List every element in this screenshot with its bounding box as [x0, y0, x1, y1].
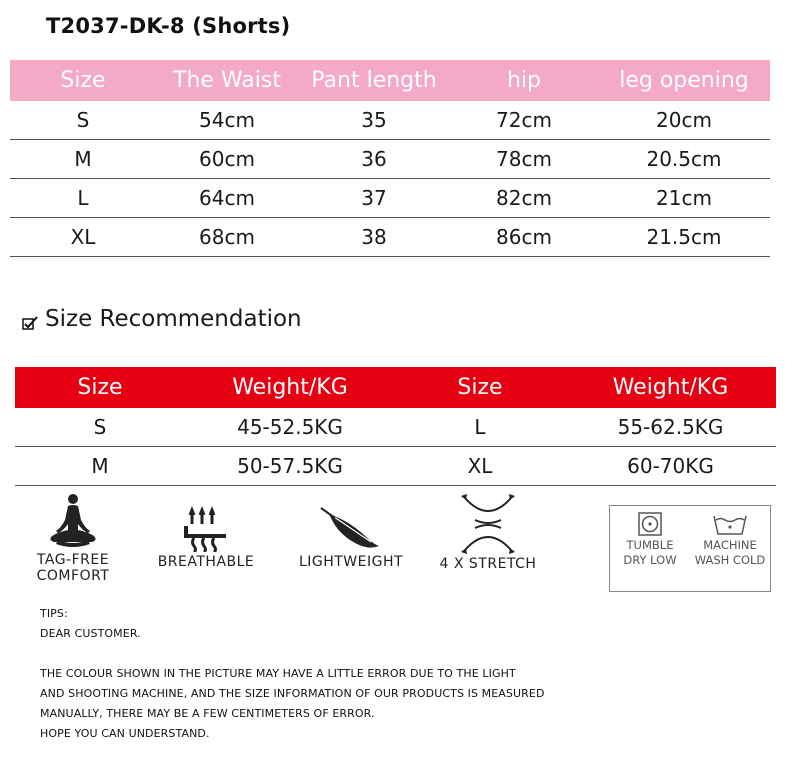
size-recommendation-heading: [22, 306, 302, 332]
care-wash-line2: WASH COLD: [694, 553, 766, 567]
care-machine-wash: [690, 506, 770, 591]
table-row: [10, 101, 770, 140]
table-row: [10, 218, 770, 257]
cell-hip: 82cm: [450, 179, 598, 218]
care-wash-line1: MACHINE: [703, 538, 757, 552]
feature-breathable: [152, 490, 260, 570]
cell-pant-length: 37: [298, 179, 450, 218]
feather-icon: [311, 490, 391, 552]
tips-section: [40, 604, 545, 744]
table-row: [10, 179, 770, 218]
size-recommendation-table: [15, 367, 776, 486]
feature-tag-free-line1: TAG-FREE: [36, 552, 110, 568]
header-weight: Weight/KG: [565, 367, 776, 408]
tips-line: AND SHOOTING MACHINE, AND THE SIZE INFORMATION OF OUR PRODUCTS IS MEASURED: [40, 687, 545, 700]
header-leg-opening: leg opening: [598, 60, 770, 101]
tips-label: TIPS:: [40, 607, 68, 620]
meditation-icon: [38, 490, 108, 552]
care-instructions-box: [609, 505, 771, 592]
checkbox-checked-icon: [22, 316, 38, 330]
header-pant-length: Pant length: [298, 60, 450, 101]
cell-leg-opening: 21cm: [598, 179, 770, 218]
recommendation-header: [15, 367, 776, 408]
tips-line: MANUALLY, THERE MAY BE A FEW CENTIMETERS OF ERROR.: [40, 707, 375, 720]
cell-weight: 55-62.5KG: [565, 408, 776, 447]
cell-pant-length: 35: [298, 101, 450, 140]
table-row: [15, 447, 776, 486]
feature-lightweight-label: LIGHTWEIGHT: [298, 554, 404, 570]
table-row: [10, 140, 770, 179]
cell-waist: 60cm: [156, 140, 298, 179]
cell-hip: 72cm: [450, 101, 598, 140]
breathable-icon: [171, 490, 241, 552]
feature-tag-free-line2: COMFORT: [36, 568, 110, 584]
cell-size: XL: [10, 218, 156, 257]
header-size: Size: [395, 367, 565, 408]
header-weight: Weight/KG: [185, 367, 395, 408]
cell-waist: 64cm: [156, 179, 298, 218]
tips-line: HOPE YOU CAN UNDERSTAND.: [40, 727, 210, 740]
tips-line: THE COLOUR SHOWN IN THE PICTURE MAY HAVE A LITTLE ERROR DUE TO THE LIGHT: [40, 667, 516, 680]
tips-greeting: DEAR CUSTOMER.: [40, 627, 141, 640]
cell-leg-opening: 20cm: [598, 101, 770, 140]
cell-pant-length: 36: [298, 140, 450, 179]
cell-size: M: [10, 140, 156, 179]
size-chart-header: [10, 60, 770, 101]
cell-hip: 78cm: [450, 140, 598, 179]
feature-breathable-label: BREATHABLE: [157, 554, 255, 570]
size-chart-table: [10, 60, 770, 257]
size-recommendation-label: Size Recommendation: [45, 306, 302, 332]
header-size: Size: [15, 367, 185, 408]
care-tumble-line2: DRY LOW: [623, 553, 677, 567]
cell-leg-opening: 21.5cm: [598, 218, 770, 257]
care-tumble-dry: [610, 506, 690, 591]
cell-size: S: [15, 408, 185, 447]
cell-weight: 60-70KG: [565, 447, 776, 486]
table-row: [15, 408, 776, 447]
cell-waist: 54cm: [156, 101, 298, 140]
four-way-stretch-icon: [453, 490, 523, 556]
cell-pant-length: 38: [298, 218, 450, 257]
feature-stretch: [432, 490, 544, 572]
machine-wash-icon: [712, 512, 748, 536]
cell-weight: 45-52.5KG: [185, 408, 395, 447]
cell-leg-opening: 20.5cm: [598, 140, 770, 179]
cell-size: S: [10, 101, 156, 140]
header-hip: hip: [450, 60, 598, 101]
header-size: Size: [10, 60, 156, 101]
feature-stretch-label: 4 X STRETCH: [439, 556, 537, 572]
care-tumble-line1: TUMBLE: [626, 538, 674, 552]
header-waist: The Waist: [156, 60, 298, 101]
feature-tag-free: [28, 490, 118, 584]
tumble-dry-icon: [638, 512, 662, 536]
cell-size: M: [15, 447, 185, 486]
cell-size: L: [395, 408, 565, 447]
cell-waist: 68cm: [156, 218, 298, 257]
product-title: T2037-DK-8 (Shorts): [46, 14, 291, 38]
cell-hip: 86cm: [450, 218, 598, 257]
feature-lightweight: [292, 490, 410, 570]
cell-weight: 50-57.5KG: [185, 447, 395, 486]
cell-size: L: [10, 179, 156, 218]
cell-size: XL: [395, 447, 565, 486]
